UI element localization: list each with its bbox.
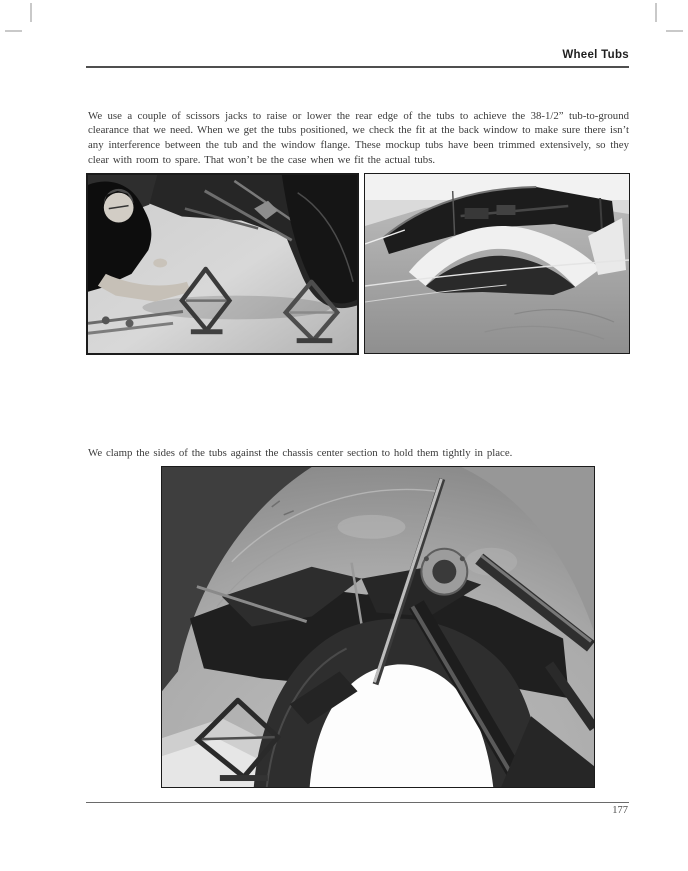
header-rule (86, 66, 629, 68)
crop-mark-top-right-vertical (655, 3, 657, 22)
footer-rule (86, 802, 629, 803)
photo-back-window-illustration (365, 174, 629, 353)
photo-scissors-jacks-illustration (88, 175, 357, 353)
photo-scissors-jacks-under-body (86, 173, 359, 355)
photo-tub-at-back-window (364, 173, 630, 354)
caption-paragraph-clamps: We clamp the sides of the tubs against the chassis center section to hold them tightly in place. (88, 446, 513, 459)
caption-paragraph-jacks: We use a couple of scissors jacks to raise or lower the rear edge of the tubs to achieve the 38-1/2” tub-to-ground clearance that we need. When we get the tubs positioned, we check the fit at the back window to make sure there isn’t any interference between the tub and the window flange. These mockup tubs have been trimmed extensively, so they clear with room to spare. That won’t be the case when we fit the actual tubs. (88, 109, 629, 166)
photo-tub-clamped-to-chassis (161, 466, 595, 788)
crop-mark-top-left-vertical (30, 3, 32, 22)
running-head-title: Wheel Tubs (562, 49, 629, 61)
crop-mark-top-left-horizontal (5, 30, 22, 32)
page-number: 177 (612, 805, 628, 816)
photo-clamped-tub-illustration (162, 467, 594, 787)
crop-mark-top-right-horizontal (666, 30, 683, 32)
